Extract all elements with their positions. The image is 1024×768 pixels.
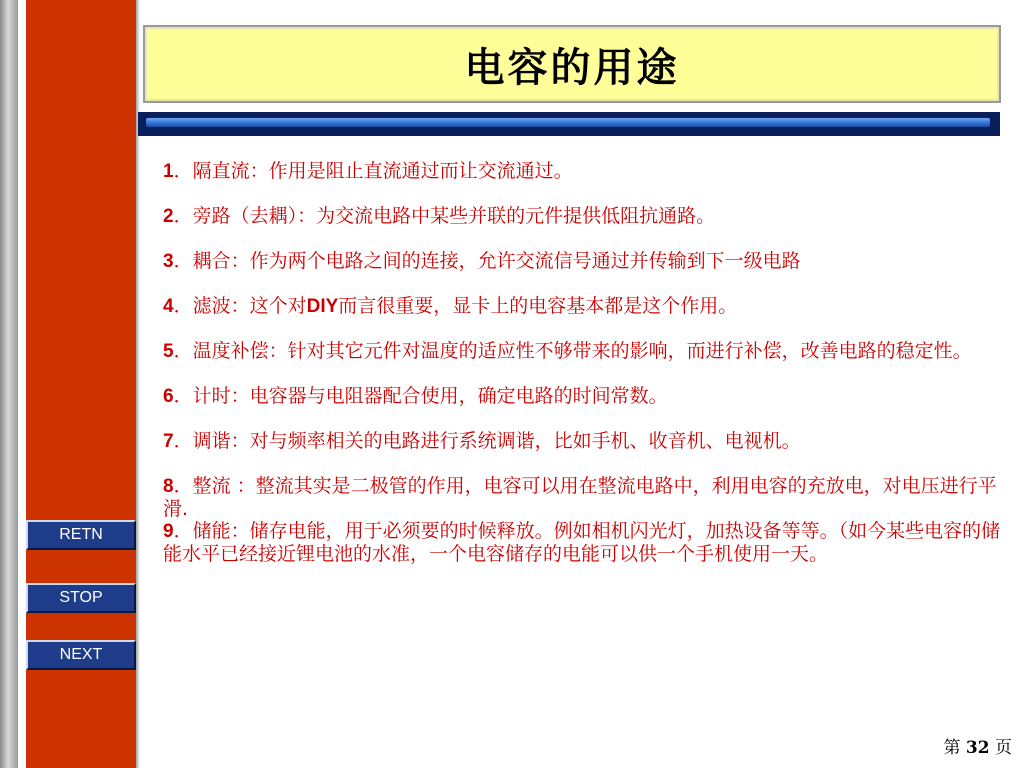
list-item-9: 9．储能：储存电能，用于必须要的时候释放。例如相机闪光灯，加热设备等等。（如今某些电容的储能水平已经接近锂电池的水准，一个电容储存的电能可以供一个手机使用一天。 <box>163 520 1001 565</box>
title-box <box>143 25 1001 103</box>
page-number: 第 32 页 <box>943 738 1012 758</box>
content-list <box>163 160 1011 565</box>
title-underline-bar <box>138 112 1000 136</box>
list-item-4: 4．滤波：这个对DIY而言很重要，显卡上的电容基本都是这个作用。 <box>163 295 738 317</box>
list-item-7: 7．调谐：对与频率相关的电路进行系统调谐，比如手机、收音机、电视机。 <box>163 430 801 452</box>
slide-title: 电容的用途 <box>464 43 680 91</box>
next-button[interactable]: NEXT <box>26 640 136 670</box>
left-gray-strip <box>0 0 18 768</box>
retn-button[interactable]: RETN <box>26 520 136 550</box>
list-item-8: 8．整流 ：整流其实是二极管的作用，电容可以用在整流电路中，利用电容的充放电，对电压进行平滑. <box>163 475 997 520</box>
title-underline-highlight <box>146 118 990 127</box>
stop-button[interactable]: STOP <box>26 583 136 613</box>
list-item-6: 6．计时：电容器与电阻器配合使用，确定电路的时间常数。 <box>163 385 668 407</box>
list-item-1: 1．隔直流：作用是阻止直流通过而让交流通过。 <box>163 160 573 182</box>
list-item-3: 3．耦合：作为两个电路之间的连接，允许交流信号通过并传输到下一级电路 <box>163 250 801 272</box>
left-white-strip <box>18 0 26 768</box>
list-item-5: 5．温度补偿：针对其它元件对温度的适应性不够带来的影响，而进行补偿，改善电路的稳定性。 <box>163 340 972 362</box>
list-item-2: 2．旁路（去耦）：为交流电路中某些并联的元件提供低阻抗通路。 <box>163 205 716 227</box>
